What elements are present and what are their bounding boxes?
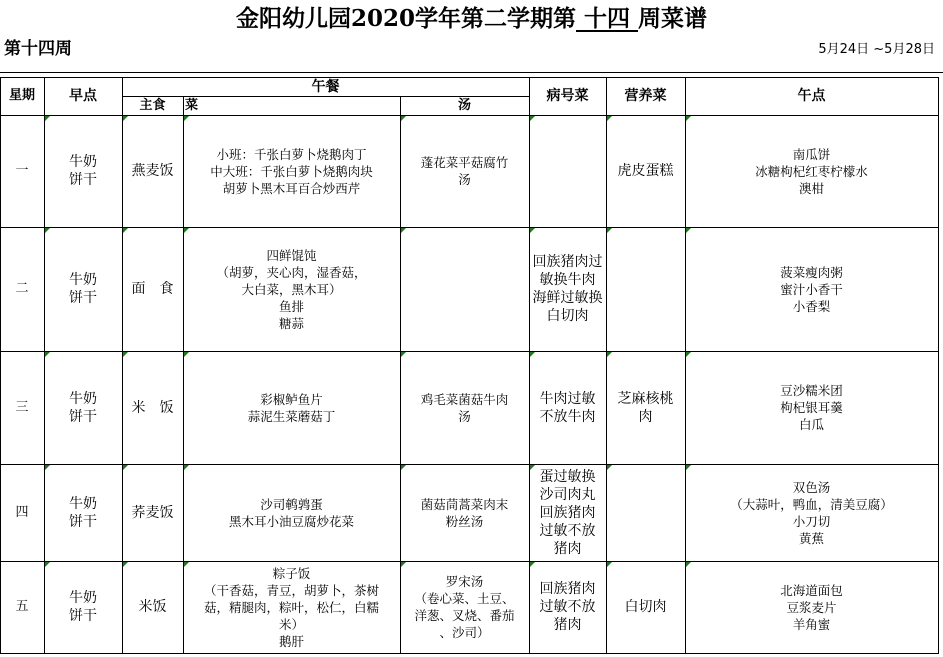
row-border	[0, 561, 939, 562]
staple-cell: 荞麦饭	[131, 504, 174, 521]
breakfast-cell: 牛奶 饼干	[69, 390, 97, 425]
cell-marker-icon	[530, 465, 535, 470]
cell-marker-icon	[607, 465, 612, 470]
cell-marker-icon	[686, 562, 691, 567]
snack-cell: 豆沙糯米团 枸杞银耳羹 白瓜	[780, 383, 843, 432]
dish-cell: 彩椒鲈鱼片 蒜泥生菜蘑菇丁	[247, 391, 336, 424]
cell-marker-icon	[123, 562, 128, 567]
header-sick-meal: 病号菜	[546, 88, 589, 104]
sick-meal-cell: 牛肉过敏 不放牛肉	[539, 390, 596, 425]
title-week-number: 十四	[576, 5, 639, 32]
row-border	[0, 464, 939, 465]
header-top-border	[0, 72, 943, 73]
cell-marker-icon	[686, 228, 691, 233]
soup-cell: 菌菇茼蒿菜肉末 粉丝汤	[420, 496, 509, 529]
header-soup: 汤	[457, 97, 471, 113]
header-day: 星期	[8, 88, 35, 103]
cell-marker-icon	[184, 562, 189, 567]
day-cell: 一	[15, 163, 29, 178]
cell-marker-icon	[686, 465, 691, 470]
staple-cell: 燕麦饭	[131, 163, 174, 179]
cell-marker-icon	[45, 116, 50, 121]
sick-meal-cell: 蛋过敏换 沙司肉丸 回族猪肉 过敏不放 猪肉	[539, 468, 596, 557]
row-border	[0, 351, 939, 352]
column-border	[0, 77, 1, 654]
dish-cell: 四鲜馄饨 （胡萝，夹心肉，湿香菇， 大白菜，黑木耳） 鱼排 糖蒜	[216, 247, 367, 331]
day-cell: 四	[15, 504, 29, 520]
cell-marker-icon	[530, 116, 535, 121]
row-border	[0, 653, 939, 654]
nutrition-meal-cell: 虎皮蛋糕	[617, 163, 674, 179]
row-border	[0, 77, 939, 78]
column-border	[400, 96, 401, 654]
cell-marker-icon	[45, 465, 50, 470]
date-range: 5月24日 ~5月28日	[818, 42, 935, 57]
nutrition-meal-cell: 白切肉	[624, 599, 667, 615]
cell-marker-icon	[607, 116, 612, 121]
row-border	[0, 115, 939, 116]
cell-marker-icon	[45, 352, 50, 357]
sick-meal-cell	[529, 115, 606, 227]
sick-meal-cell: 回族猪肉 过敏不放 猪肉	[539, 581, 596, 633]
column-border	[122, 77, 123, 654]
cell-marker-icon	[686, 352, 691, 357]
header-lunch: 午餐	[311, 78, 340, 95]
header-afternoon-snack: 午点	[797, 88, 826, 104]
header-staple: 主食	[139, 97, 166, 113]
staple-cell: 面 食	[131, 281, 174, 297]
cell-marker-icon	[184, 352, 189, 357]
nutrition-meal-cell	[606, 464, 685, 561]
title-suffix: 周菜谱	[638, 5, 708, 32]
dish-cell: 小班：千张白萝卜烧鹅肉丁 中大班：千张白萝卜烧鹅肉块 胡萝卜黑木耳百合炒西芹	[210, 146, 373, 196]
snack-cell: 北海道面包 豆浆麦片 羊角蜜	[780, 582, 843, 632]
snack-cell: 双色汤 （大蒜叶，鸭血，清美豆腐） 小刀切 黄蕉	[730, 479, 893, 546]
cell-marker-icon	[45, 562, 50, 567]
soup-cell: 鸡毛菜菌菇牛肉 汤	[420, 391, 509, 424]
column-border	[938, 77, 939, 654]
snack-cell: 南瓜饼 冰糖枸杞红枣柠檬水 澳柑	[755, 146, 868, 196]
snack-cell: 菠菜瘦肉粥 蜜汁小香干 小香梨	[780, 264, 843, 314]
breakfast-cell: 牛奶 饼干	[69, 495, 97, 530]
column-border	[44, 77, 45, 654]
cell-marker-icon	[607, 228, 612, 233]
column-border	[685, 77, 686, 654]
cell-marker-icon	[123, 116, 128, 121]
cell-marker-icon	[530, 352, 535, 357]
title-prefix: 金阳幼儿园2020学年第二学期第	[235, 5, 576, 32]
header-dish: 菜	[185, 97, 199, 113]
row-border	[0, 227, 939, 228]
cell-marker-icon	[401, 562, 406, 567]
soup-cell: 罗宋汤 （卷心菜、土豆、 洋葱、叉烧、番茄 、沙司）	[414, 574, 515, 640]
soup-cell: 蓬花菜平菇腐竹 汤	[420, 155, 509, 187]
breakfast-cell: 牛奶 饼干	[69, 154, 97, 188]
cell-marker-icon	[123, 228, 128, 233]
cell-marker-icon	[401, 116, 406, 121]
cell-marker-icon	[184, 228, 189, 233]
day-cell: 三	[15, 399, 29, 415]
nutrition-meal-cell: 芝麻核桃 肉	[617, 390, 674, 425]
header-breakfast: 早点	[69, 88, 97, 104]
column-border	[183, 96, 184, 654]
cell-marker-icon	[686, 116, 691, 121]
breakfast-cell: 牛奶 饼干	[69, 272, 97, 306]
nutrition-meal-cell	[606, 227, 685, 351]
cell-marker-icon	[184, 116, 189, 121]
cell-marker-icon	[401, 352, 406, 357]
cell-marker-icon	[45, 228, 50, 233]
breakfast-cell: 牛奶 饼干	[69, 590, 97, 624]
cell-marker-icon	[530, 228, 535, 233]
page-title	[0, 2, 943, 36]
cell-marker-icon	[401, 228, 406, 233]
cell-marker-icon	[607, 562, 612, 567]
day-cell: 五	[15, 599, 29, 614]
column-border	[529, 77, 530, 654]
dish-cell: 沙司鹌鹑蛋 黑木耳小油豆腐炒花菜	[228, 496, 354, 529]
cell-marker-icon	[123, 352, 128, 357]
dish-cell: 粽子饭 （干香菇，青豆，胡萝卜，茶树 菇，精腿肉，粽叶，松仁，白糯 米） 鹅肝	[203, 565, 379, 649]
column-border	[606, 77, 607, 654]
cell-marker-icon	[607, 352, 612, 357]
day-cell: 二	[15, 281, 29, 296]
cell-marker-icon	[184, 465, 189, 470]
cell-marker-icon	[123, 465, 128, 470]
soup-cell	[400, 227, 529, 351]
staple-cell: 米 饭	[131, 399, 174, 416]
sick-meal-cell: 回族猪肉过 敏换牛肉 海鲜过敏换 白切肉	[532, 254, 603, 324]
cell-marker-icon	[530, 562, 535, 567]
cell-marker-icon	[401, 465, 406, 470]
header-nutrition-meal: 营养菜	[624, 88, 667, 104]
staple-cell: 米饭	[138, 599, 167, 615]
week-label: 第十四周	[4, 39, 72, 59]
